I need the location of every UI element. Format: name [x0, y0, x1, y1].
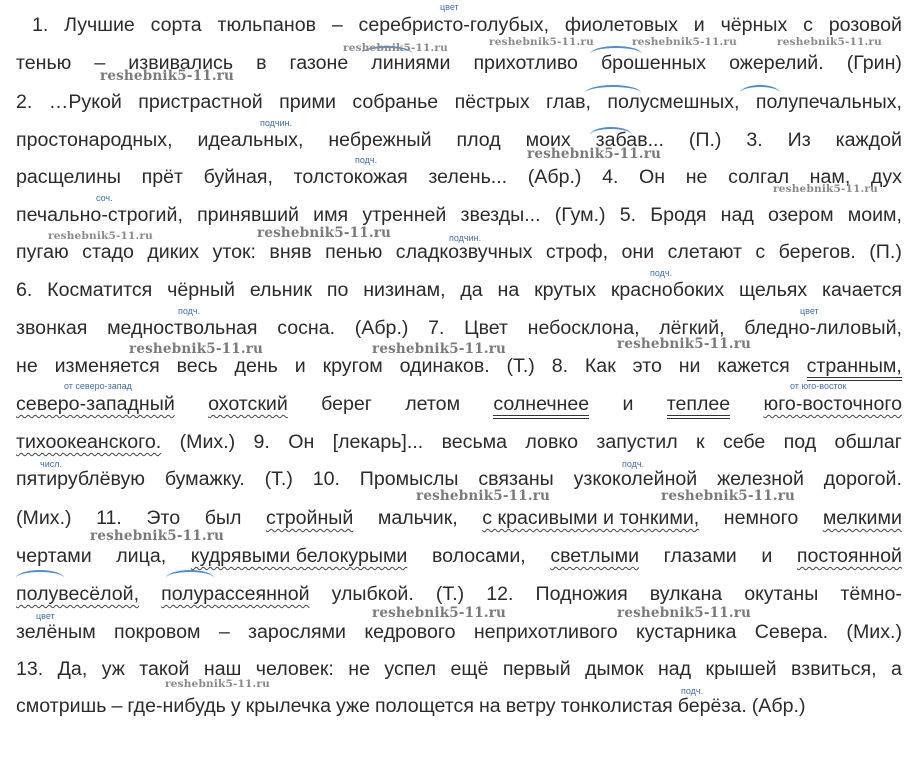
word: наш [203, 658, 242, 680]
word: ни [678, 355, 701, 377]
word: стадо [82, 241, 134, 263]
word: слетают [667, 241, 742, 263]
word: охотский [208, 393, 288, 415]
mark-podch: подч. [650, 268, 673, 278]
word: солнечнее [493, 393, 589, 419]
word: неприхотливого [473, 621, 618, 643]
word: первый [502, 658, 571, 680]
word: железной [717, 468, 804, 490]
word: тёмно- [840, 583, 902, 605]
word: пёстрых [454, 91, 530, 113]
word: Он [639, 166, 666, 188]
watermark: reshebnik5-11.ru [90, 528, 225, 544]
mark-podch: подч. [622, 459, 645, 469]
word: печально-строгий, [16, 204, 183, 226]
word: моим, [847, 204, 902, 226]
word: чёрный [167, 279, 235, 301]
word: с красивыми и тонкими, [482, 507, 700, 529]
word: низинам, [363, 279, 446, 301]
word: Это [146, 507, 181, 529]
word: плод [456, 129, 501, 151]
word: пугаю [16, 241, 69, 263]
word: крышей [705, 658, 777, 680]
word: над [657, 658, 692, 680]
word: Лучшие [64, 14, 135, 36]
word: уж [101, 658, 125, 680]
word: сорта [150, 14, 202, 36]
word: Из [787, 129, 811, 151]
text-line-8 [16, 279, 902, 301]
watermark: reshebnik5-11.ru [632, 36, 737, 48]
word: на [478, 695, 501, 717]
word: 12. [486, 583, 514, 605]
word: кажется [717, 355, 790, 377]
word: дымок [585, 658, 644, 680]
text-line-11 [16, 393, 902, 419]
word: ветру [505, 695, 556, 717]
text-line-14 [16, 507, 902, 529]
word: (П.) [869, 241, 902, 263]
word: по [326, 279, 349, 301]
word: 4. [602, 166, 619, 188]
word: медноствольная [107, 317, 258, 339]
word: газоне [289, 52, 349, 74]
mark-podchin: подчин. [260, 118, 293, 128]
mark-podchin: подчин. [449, 233, 482, 243]
word: покровом [114, 621, 201, 643]
word: Севера. [754, 621, 829, 643]
word: 7. [428, 317, 445, 339]
word: простонародных, [16, 129, 173, 151]
word: под [783, 431, 817, 453]
watermark: reshebnik5-11.ru [372, 341, 507, 357]
word: 9. [253, 431, 270, 453]
word: щельях [738, 279, 808, 301]
word: полурассеянной [161, 583, 310, 605]
word: сладкозвучных [395, 241, 533, 263]
word: (Мих.) [16, 507, 72, 529]
word: был [204, 507, 242, 529]
word: крылечка [245, 695, 331, 717]
word: 2. [16, 91, 33, 113]
watermark: reshebnik5-11.ru [661, 488, 796, 504]
word: розовой [828, 14, 902, 36]
word: – [218, 621, 230, 643]
word: солгал [728, 166, 790, 188]
mark-chisl: числ. [40, 459, 62, 469]
word: краснобоких [610, 279, 725, 301]
text-line-10 [16, 355, 902, 381]
word: озером [767, 204, 834, 226]
word: ловко [525, 431, 579, 453]
word: бледно-лиловый, [744, 317, 902, 339]
word: Бродя [650, 204, 707, 226]
word: 8. [551, 355, 569, 377]
word: Косматится [47, 279, 153, 301]
word: пристрастной [138, 91, 263, 113]
word: странным, [807, 355, 902, 381]
word: кустарника [636, 621, 737, 643]
word: волосами, [431, 545, 526, 567]
word: себе [722, 431, 766, 453]
word: серебристо-голубых, [358, 14, 550, 36]
word: диких [147, 241, 200, 263]
watermark: reshebnik5-11.ru [48, 230, 153, 242]
word: – [94, 52, 106, 74]
word: извивались [128, 52, 234, 74]
word: они [621, 241, 655, 263]
word: чёрных [720, 14, 788, 36]
word: звонкая [16, 317, 88, 339]
mark-ot-severo-zapad: от северо-запад [64, 381, 132, 391]
word: с [803, 14, 813, 36]
text-line-6 [16, 204, 902, 226]
text-line-1 [32, 14, 902, 36]
word: и [761, 545, 773, 567]
mark-podch: подч. [681, 686, 704, 696]
text-line-15 [16, 545, 902, 567]
watermark: reshebnik5-11.ru [617, 336, 752, 352]
word: одинаков. [399, 355, 490, 377]
word: фиолетовых [564, 14, 678, 36]
mark-podch: подч. [355, 155, 378, 165]
word: 11. [96, 507, 122, 529]
word: (Т.) [506, 355, 535, 377]
word: брошенных [600, 52, 707, 74]
word: Подножия [535, 583, 628, 605]
word: на [497, 279, 520, 301]
word: расщелины [16, 166, 122, 188]
word: глав, [546, 91, 591, 113]
word: северо-западный [16, 393, 175, 415]
word: тонколистая [560, 695, 673, 717]
word: лёгкий, [659, 317, 725, 339]
word: толстокожая [293, 166, 408, 188]
word: 3. [746, 129, 763, 151]
text-line-19 [16, 695, 902, 717]
word: вулкана [649, 583, 723, 605]
word: чертами [16, 545, 92, 567]
word: полупечальных, [755, 91, 902, 113]
word: Да, [57, 658, 88, 680]
word: пенью [325, 241, 383, 263]
word: уже [336, 695, 371, 717]
word: прихотливо [473, 52, 578, 74]
watermark: reshebnik5-11.ru [777, 36, 882, 48]
watermark: reshebnik5-11.ru [372, 605, 507, 621]
watermark: reshebnik5-11.ru [257, 225, 392, 241]
word: (Мих.) [846, 621, 902, 643]
word: (Абр.) [527, 166, 582, 188]
word: ожерелий. [729, 52, 824, 74]
word: успел [384, 658, 437, 680]
mark-tsvet: цвет [800, 306, 819, 316]
word: (Абр.) [354, 317, 409, 339]
word: звезды... [460, 204, 541, 226]
word: утренней [362, 204, 447, 226]
word: бумажку. [164, 468, 245, 490]
word: узкоколейной [573, 468, 698, 490]
word: идеальных, [197, 129, 304, 151]
word: небрежный [328, 129, 432, 151]
word: весь [176, 355, 218, 377]
word: забав... [595, 129, 664, 151]
word: сосна. [277, 317, 336, 339]
watermark: reshebnik5-11.ru [489, 36, 594, 48]
word: уток: [212, 241, 256, 263]
word: имя [313, 204, 349, 226]
word: у [230, 695, 241, 717]
word: глазами [663, 545, 737, 567]
word: такой [139, 658, 190, 680]
text-line-7 [16, 241, 902, 263]
word: окутаны [744, 583, 819, 605]
word: – [331, 14, 343, 36]
watermark: reshebnik5-11.ru [527, 146, 662, 162]
word: (Т.) [435, 583, 465, 605]
word: человек: [255, 658, 334, 680]
text-line-16 [16, 583, 902, 605]
watermark: reshebnik5-11.ru [343, 42, 448, 54]
watermark: reshebnik5-11.ru [165, 678, 270, 690]
text-line-5 [16, 166, 902, 188]
word: (П.) [688, 129, 722, 151]
word: кудрявыми белокурыми [190, 545, 408, 567]
word: (Мих.) [179, 431, 236, 453]
word: – [111, 695, 123, 717]
word: моих [525, 129, 571, 151]
word: полувесёлой, [16, 583, 140, 605]
word: связаны [478, 468, 554, 490]
mark-ot-yugo-vostok: от юго-восток [790, 381, 847, 391]
word: стройный [265, 507, 354, 529]
word: (Грин) [846, 52, 902, 74]
word: зарослями [248, 621, 346, 643]
word: буйная, [203, 166, 273, 188]
word: смотришь [16, 695, 107, 717]
mark-podch: подч. [178, 306, 201, 316]
mark-soch: соч. [96, 193, 113, 203]
word: берегов. [778, 241, 856, 263]
word: нам, [809, 166, 851, 188]
word: качается [822, 279, 902, 301]
word: полощется [375, 695, 474, 717]
word: (Т.) [264, 468, 293, 490]
word: дух [870, 166, 902, 188]
word: ельник [249, 279, 313, 301]
word: зелень... [428, 166, 508, 188]
word: дорогой. [823, 468, 902, 490]
word: где-нибудь [127, 695, 226, 717]
text-line-9 [16, 317, 902, 339]
word: да [460, 279, 483, 301]
watermark: reshebnik5-11.ru [129, 341, 264, 357]
word: берёза. [677, 695, 747, 717]
word: это [632, 355, 662, 377]
word: 5. [619, 204, 637, 226]
watermark: reshebnik5-11.ru [773, 183, 878, 195]
word: (Абр.) [751, 695, 806, 717]
text-line-12 [16, 431, 902, 453]
word: с [755, 241, 766, 263]
word: …Рукой [48, 91, 122, 113]
word: небосклона, [527, 317, 640, 339]
word: каждой [835, 129, 902, 151]
word: лица, [116, 545, 167, 567]
word: полусмешных, [607, 91, 740, 113]
text-line-17 [16, 621, 902, 643]
word: юго-восточного [763, 393, 902, 415]
word: 13. [16, 658, 44, 680]
word: взвиться, [791, 658, 877, 680]
word: не [348, 658, 370, 680]
word: Промыслы [359, 468, 459, 490]
text-line-4 [16, 129, 902, 151]
word: тихоокеанского. [16, 431, 162, 453]
word: немного [723, 507, 799, 529]
word: зелёным [16, 621, 96, 643]
word: берег [321, 393, 372, 415]
word: 6. [16, 279, 33, 301]
word: вняв [269, 241, 312, 263]
word: обшлаг [834, 431, 902, 453]
word: крутых [534, 279, 596, 301]
word: пятирублёвую [16, 468, 145, 490]
word: Цвет [464, 317, 508, 339]
word: улыбкой. [331, 583, 414, 605]
word: и [294, 355, 306, 377]
word: изменяется [54, 355, 160, 377]
word: ещё [450, 658, 489, 680]
word: (Гум.) [554, 204, 606, 226]
word: к [696, 431, 705, 453]
word: над [720, 204, 754, 226]
text-line-3 [16, 91, 902, 113]
word: Он [288, 431, 315, 453]
text-line-13 [16, 468, 902, 490]
watermark: reshebnik5-11.ru [100, 68, 235, 84]
word: не [685, 166, 708, 188]
word: тенью [16, 52, 72, 74]
word: в [256, 52, 267, 74]
word: не [16, 355, 38, 377]
word: запустил [596, 431, 678, 453]
word: и [622, 393, 634, 415]
word: светлыми [550, 545, 640, 567]
word: мелкими [822, 507, 902, 529]
word: летом [405, 393, 461, 415]
word: принявший [197, 204, 299, 226]
watermark: reshebnik5-11.ru [416, 488, 551, 504]
mark-tsvet: цвет [440, 2, 459, 12]
word: линиями [371, 52, 451, 74]
word: собранье [352, 91, 439, 113]
word: кедрового [364, 621, 456, 643]
word: строф, [545, 241, 609, 263]
word: прёт [141, 166, 184, 188]
word: [лекарь]... [332, 431, 424, 453]
word: а [891, 658, 902, 680]
word: и [693, 14, 705, 36]
word: прими [279, 91, 336, 113]
word: кругом [322, 355, 383, 377]
word: теплее [667, 393, 731, 419]
word: мальчик, [377, 507, 458, 529]
word: тюльпанов [217, 14, 316, 36]
word: Как [584, 355, 616, 377]
text-line-18 [16, 658, 902, 680]
word: день [234, 355, 278, 377]
mark-tsvet: цвет [36, 611, 55, 621]
word: постоянной [796, 545, 902, 567]
word: 1. [32, 14, 49, 36]
watermark: reshebnik5-11.ru [617, 605, 752, 621]
word: весьма [441, 431, 508, 453]
word: 10. [312, 468, 340, 490]
